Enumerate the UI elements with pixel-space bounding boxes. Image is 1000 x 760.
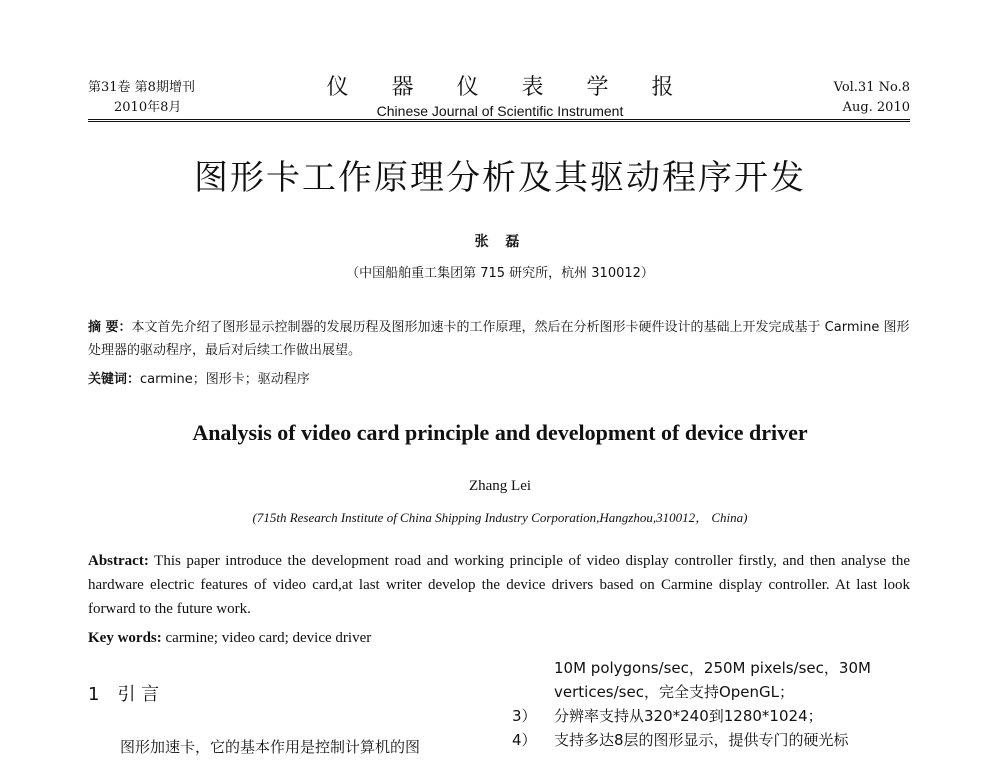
journal-title-en: Chinese Journal of Scientific Instrument: [376, 103, 624, 119]
spec-continuation: 10M polygons/sec，250M pixels/sec，30M vertices/sec，完全支持OpenGL；: [554, 659, 871, 701]
section-heading: [88, 680, 159, 706]
keywords-en: [88, 630, 371, 647]
keywords-cn: [88, 368, 310, 387]
right-column: [512, 656, 932, 752]
list-item: [512, 728, 932, 752]
header-right: [834, 78, 910, 118]
header-rule: [88, 119, 910, 120]
abstract-cn: [88, 316, 910, 362]
list-item-text: 分辨率支持从320*240到1280*1024；: [554, 707, 823, 725]
list-item-number: 4）: [512, 731, 537, 749]
keywords-cn-text: carmine；图形卡；驱动程序: [140, 372, 310, 387]
author-en: Zhang Lei: [468, 478, 532, 494]
section-number: 1: [88, 684, 100, 705]
date-cn: 2010年8月: [114, 100, 182, 115]
date-en: Aug. 2010: [842, 100, 910, 115]
keywords-cn-label: 关键词：: [88, 372, 141, 387]
affiliation-en: (715th Research Institute of China Shipping Industry Corporation,Hangzhou,310012， China): [252, 510, 748, 525]
journal-title-cn: 仪 器 仪 表 学 报: [326, 75, 692, 100]
list-item-number: 3）: [512, 707, 537, 725]
list-item: [512, 704, 932, 728]
paper-title-en: Analysis of video card principle and development of device driver: [192, 420, 808, 445]
intro-paragraph: 图形加速卡，它的基本作用是控制计算机的图: [120, 738, 421, 756]
abstract-cn-label: 摘 要：: [88, 320, 132, 335]
abstract-en-text: This paper introduce the development road and working principle of video display controller firstly, and then analyse the hardware electric features of video card,at last writer develop the device drivers based on Carmine display controller. At last look forward to the future work.: [88, 553, 910, 617]
author-cn: 张 磊: [474, 234, 526, 250]
list-item-text: 支持多达8层的图形显示，提供专门的硬光标: [554, 731, 849, 749]
paper-title-cn: 图形卡工作原理分析及其驱动程序开发: [194, 158, 806, 198]
abstract-en: [88, 549, 910, 621]
volume-cn: 第31卷 第8期增刊: [88, 80, 195, 95]
affiliation-cn: （中国船舶重工集团第 715 研究所，杭州 310012）: [346, 266, 654, 281]
abstract-en-label: Abstract:: [88, 553, 149, 569]
section-title: 引 言: [117, 684, 160, 705]
volume-en: Vol.31 No.8: [833, 80, 910, 95]
keywords-en-text: carmine; video card; device driver: [165, 630, 372, 646]
abstract-cn-text: 本文首先介绍了图形显示控制器的发展历程及图形加速卡的工作原理，然后在分析图形卡硬件设计的基础上开发完成基于 Carmine 图形处理器的驱动程序，最后对后续工作做出展望。: [88, 320, 910, 358]
keywords-en-label: Key words:: [88, 630, 162, 646]
header-rule-2: [88, 121, 910, 122]
